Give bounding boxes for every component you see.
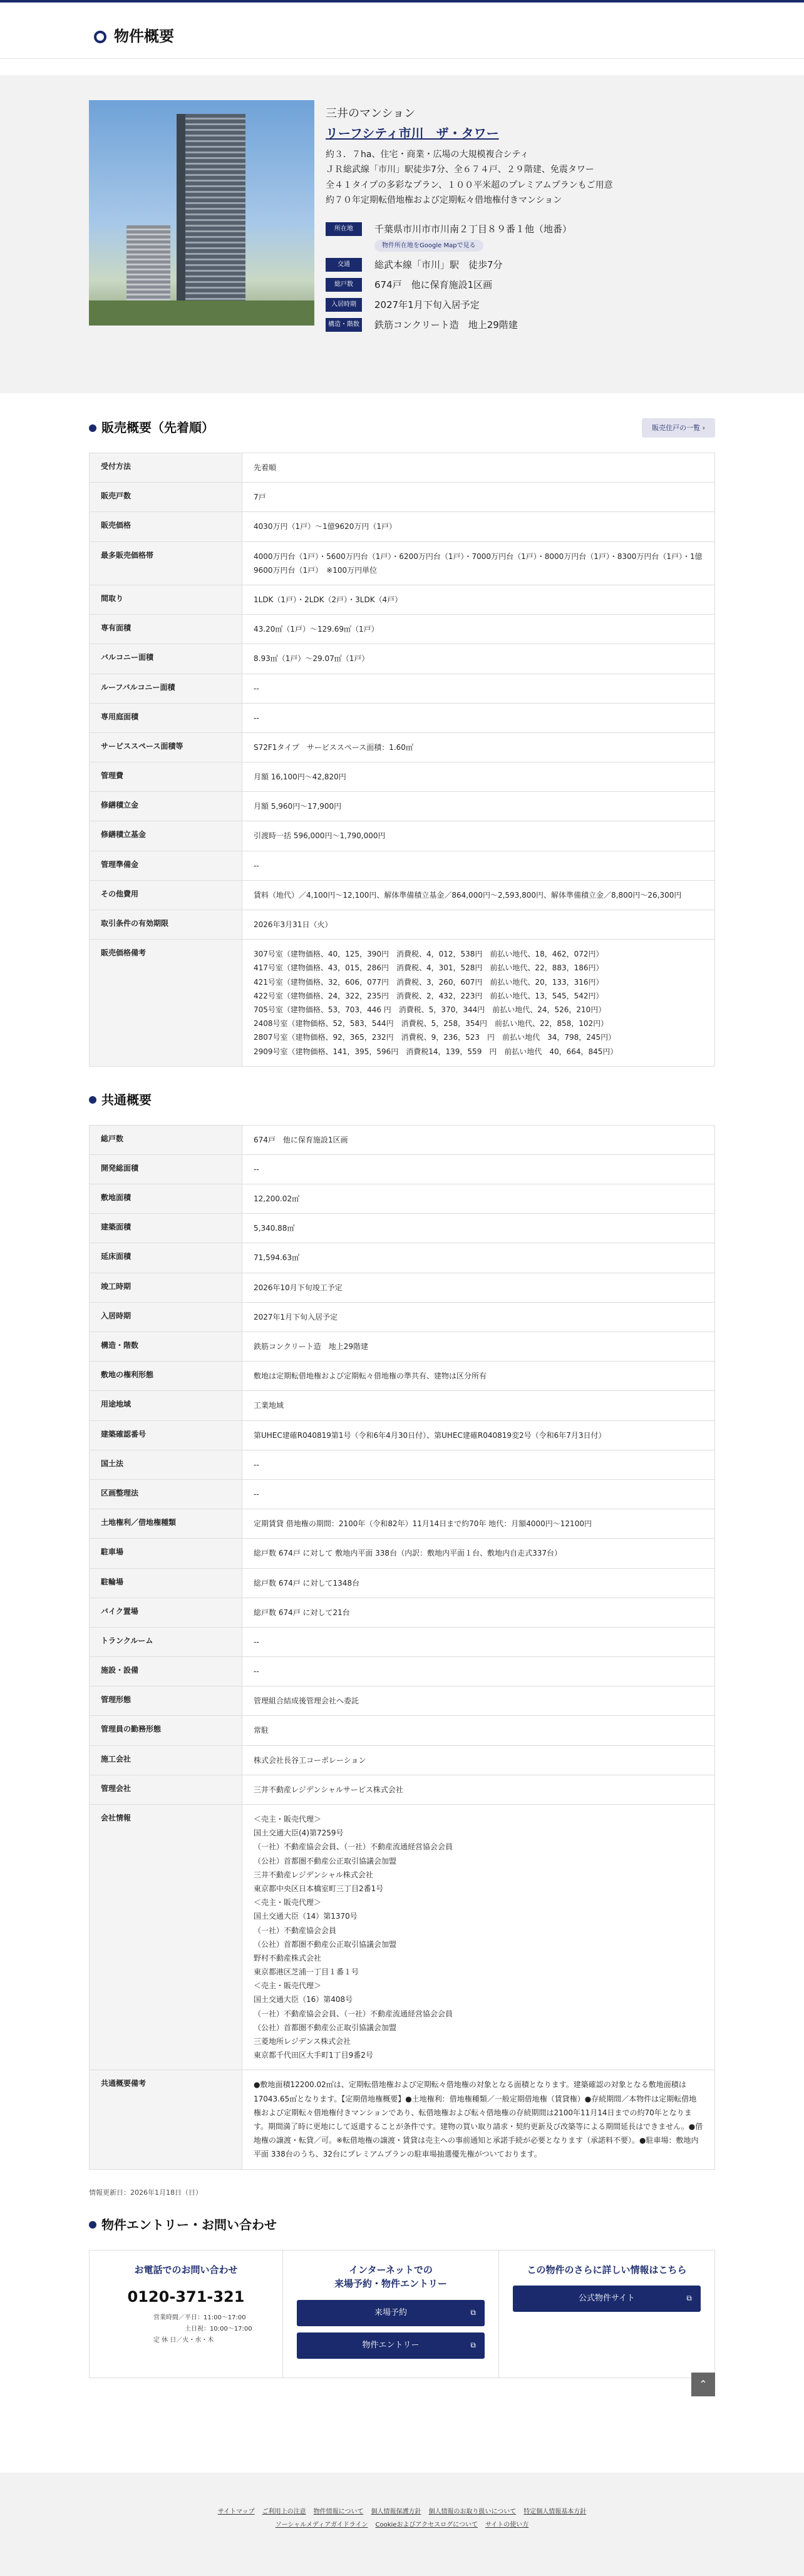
row-value: ＜売主・販売代理＞ 国土交通大臣(4)第7259号 （一社）不動産協会会員、（一社）不動産流通経営協会会員 （公社）首都圏不動産公正取引協議会加盟 三井不動産レジデンシャル株式会社 東京都中央区日本橋室町三丁目2番1号 ＜売主・販売代理＞ 国土交通大臣（14）第1370号 （一社）不動産協会会員 （公社）首都圏不動産公正取引協議会加盟 野村不動産株式会社 東京都港区芝浦一丁目１番１号 ＜売主・販売代理＞ 国土交通大臣（16）第408号 （一社）不動産協会会員、（一社）不動産流通経営協会会員 （公社）首都圏不動産公正取引協議会加盟 三菱地所レジデンス株式会社 東京都千代田区大手町1丁目9番2号 — [242, 1805, 715, 2070]
row-label: 竣工時期 — [90, 1273, 242, 1302]
row-value: 4000万円台（1戸）・5600万円台（1戸）・6200万円台（1戸）・7000万円台（1戸）・8000万円台（1戸）・8300万円台（1戸）・1億9600万円台（1戸） ※100万円単位 — [242, 541, 715, 585]
table-row — [90, 732, 715, 762]
footer-link[interactable]: ご利用上の注意 — [262, 2508, 306, 2515]
table-row — [90, 1627, 715, 1656]
unit-list-button[interactable]: 販売住戸の一覧 › — [642, 418, 715, 438]
table-row — [90, 541, 715, 585]
table-row — [90, 1273, 715, 1302]
row-value: 引渡時一括 596,000円〜1,790,000円 — [242, 821, 715, 851]
row-value: 43.20㎡（1戸）〜129.69㎡（1戸） — [242, 615, 715, 644]
row-value: -- — [242, 1154, 715, 1184]
table-row — [90, 792, 715, 821]
row-label: 管理形態 — [90, 1686, 242, 1716]
bullet-icon — [89, 1096, 96, 1104]
footer-link[interactable]: サイトの使い方 — [485, 2522, 529, 2528]
chevron-up-icon: ⌃ — [699, 2378, 708, 2390]
row-label: バルコニー面積 — [90, 644, 242, 674]
row-value: 定期賃貸 借地権の期間：2100年（令和82年）11月14日まで約70年 地代：月額4000円〜12100円 — [242, 1509, 715, 1539]
table-row — [90, 453, 715, 483]
row-value: -- — [242, 1450, 715, 1479]
row-value: 総戸数 674戸 に対して21台 — [242, 1598, 715, 1627]
row-label: 建築面積 — [90, 1214, 242, 1243]
table-row — [90, 1391, 715, 1420]
row-label: 敷地の権利形態 — [90, 1362, 242, 1391]
official-site-button[interactable]: 公式物件サイト ⧉ — [513, 2286, 701, 2312]
row-value: 敷地は定期転借地権および定期転々借地権の準共有、建物は区分所有 — [242, 1362, 715, 1391]
row-value: 先着順 — [242, 453, 715, 483]
external-link-icon: ⧉ — [686, 2294, 692, 2303]
row-value: 総戸数 674戸 に対して1348台 — [242, 1568, 715, 1598]
row-label: 修繕積立基金 — [90, 821, 242, 851]
row-label: 駐車場 — [90, 1539, 242, 1568]
external-link-icon: ⧉ — [470, 2340, 476, 2349]
row-label: 敷地面積 — [90, 1184, 242, 1214]
table-row — [90, 1539, 715, 1568]
table-row — [90, 644, 715, 674]
footer-link[interactable]: サイトマップ — [217, 2508, 255, 2515]
row-value: -- — [242, 1657, 715, 1686]
row-label: バイク置場 — [90, 1598, 242, 1627]
spec-row-structure: 構造・階数 鉄筋コンクリート造 地上29階建 — [326, 318, 714, 332]
row-label: 国土法 — [90, 1450, 242, 1479]
table-row — [90, 1420, 715, 1450]
sales-heading: 販売概要（先着順） — [89, 418, 214, 438]
common-table — [89, 1125, 715, 2170]
row-value: 5,340.88㎡ — [242, 1214, 715, 1243]
row-value: -- — [242, 851, 715, 880]
row-label: 区画整理法 — [90, 1479, 242, 1509]
row-value: S72F1タイプ サービススペース面積：1.60㎡ — [242, 732, 715, 762]
table-row — [90, 674, 715, 703]
row-label: 管理費 — [90, 762, 242, 792]
table-row — [90, 1362, 715, 1391]
table-row — [90, 851, 715, 880]
table-row — [90, 1243, 715, 1273]
table-row — [90, 1775, 715, 1804]
sales-table — [89, 453, 715, 1067]
row-label: 会社情報 — [90, 1805, 242, 2070]
table-row — [90, 1509, 715, 1539]
row-label: 駐輪場 — [90, 1568, 242, 1598]
footer-link[interactable]: 物件情報について — [313, 2508, 364, 2515]
row-value: -- — [242, 1479, 715, 1509]
table-row — [90, 940, 715, 1067]
table-row — [90, 910, 715, 940]
business-hours: 営業時間／平日：11:00〜17:00 土日祝：10:00〜17:00 定 休 日／火・水・木 — [153, 2314, 252, 2344]
footer-link[interactable]: Cookieおよびアクセスログについて — [375, 2522, 478, 2528]
row-value: 674戸 他に保育施設1区画 — [242, 1125, 715, 1154]
row-label: 販売価格 — [90, 512, 242, 541]
bullet-icon — [89, 424, 96, 432]
row-label: 最多販売価格帯 — [90, 541, 242, 585]
row-value: 第UHEC建確R040819第1号（令和6年4月30日付）、第UHEC建確R040819変2号（令和6年7月3日付） — [242, 1420, 715, 1450]
table-row — [90, 2070, 715, 2169]
footer-link[interactable]: 個人情報のお取り扱いについて — [428, 2508, 517, 2515]
page-title: 物件概要 — [114, 28, 174, 45]
row-value: 総戸数 674戸 に対して 敷地内平面 338台（内訳：敷地内平面１台、敷地内自走式337台） — [242, 1539, 715, 1568]
update-date: 情報更新日：2026年1月18日（日） — [89, 2188, 202, 2197]
row-value: 工業地域 — [242, 1391, 715, 1420]
row-value: 月額 16,100円〜42,820円 — [242, 762, 715, 792]
table-row — [90, 1184, 715, 1214]
table-row — [90, 1450, 715, 1479]
row-value: 307号室（建物価格、40，125，390円 消費税、4，012，538円 前払い地代、18，462，072円） 417号室（建物価格、43，015，286円 消費税、4，301，528円 前払い地代、22，883，186円） 421号室（建物価格、32，606，077円 消費税、3，260，607円 前払い地代、20，133，316円） 422号室（建物価格、24，322，235円 消費税、2，432，223円 前払い地代、13，545，542円） 705号室（建物価格、53，703，446 円 消費税、5，370，344円 前払い地代、24，526，210円） 2408号室（建物価格、52，583，544円 消費税、5，258，354円 前払い地代、22，858，102円） 2807号室（建物価格、92，365，232円 消費税、9，236，523 円 前払い地代 34，798，245円） 2909号室（建物価格、141，395，596円 消費税14，139，559 円 前払い地代 40，664，845円） — [242, 940, 715, 1067]
property-hero — [0, 75, 804, 393]
row-value: 12,200.02㎡ — [242, 1184, 715, 1214]
row-label: 専用庭面積 — [90, 703, 242, 732]
row-value: -- — [242, 674, 715, 703]
table-row — [90, 1805, 715, 2070]
table-row — [90, 585, 715, 614]
phone-number[interactable]: 0120-371-321 — [127, 2288, 245, 2306]
row-label: 販売価格備考 — [90, 940, 242, 1067]
row-label: 共通概要備考 — [90, 2070, 242, 2169]
table-row — [90, 615, 715, 644]
table-row — [90, 1302, 715, 1332]
footer — [0, 2473, 804, 2576]
row-value: -- — [242, 1627, 715, 1656]
web-box: インターネットでの 来場予約・物件エントリー 来場予約 ⧉ 物件エントリー ⧉ — [282, 2250, 498, 2378]
row-value: 2026年10月下旬竣工予定 — [242, 1273, 715, 1302]
external-link-icon: ⧉ — [470, 2307, 476, 2317]
table-row — [90, 1568, 715, 1598]
table-row — [90, 1716, 715, 1745]
page-header — [0, 0, 804, 59]
row-label: 施工会社 — [90, 1745, 242, 1775]
table-row — [90, 1657, 715, 1686]
row-value: 8.93㎡（1戸）〜29.07㎡（1戸） — [242, 644, 715, 674]
row-label: 販売戸数 — [90, 483, 242, 512]
row-value: 月額 5,960円〜17,900円 — [242, 792, 715, 821]
row-label: 入居時期 — [90, 1302, 242, 1332]
table-row — [90, 1598, 715, 1627]
table-row — [90, 1745, 715, 1775]
table-row — [90, 1479, 715, 1509]
row-value: 4030万円（1戸）〜1億9620万円（1戸） — [242, 512, 715, 541]
row-label: 専有面積 — [90, 615, 242, 644]
row-value: 2027年1月下旬入居予定 — [242, 1302, 715, 1332]
row-label: 修繕積立金 — [90, 792, 242, 821]
catch-copy: 約３．７ha、住宅・商業・広場の大規模複合シティ ＪＲ総武線「市川」駅徒歩7分、全６７４戸、２９階建、免震タワー 全４１タイプの多彩なプラン、１００平米超のプレミアムプランもご用意 約７０年定期転借地権および定期転々借地権付きマンション — [326, 149, 613, 206]
row-label: 間取り — [90, 585, 242, 614]
row-value: 管理組合結成後管理会社へ委託 — [242, 1686, 715, 1716]
row-label: 土地権利／借地権種類 — [90, 1509, 242, 1539]
row-label: ルーフバルコニー面積 — [90, 674, 242, 703]
contact-panel — [89, 2250, 715, 2378]
bullet-icon — [89, 2221, 96, 2229]
row-label: サービススペース面積等 — [90, 732, 242, 762]
property-name[interactable]: リーフシティ市川 ザ・タワー — [326, 125, 499, 141]
footer-link[interactable]: ソーシャルメディアガイドライン — [275, 2522, 368, 2528]
row-label: 建築確認番号 — [90, 1420, 242, 1450]
phone-box: お電話でのお問い合わせ 0120-371-321 営業時間／平日：11:00〜17:00 土日祝：10:00〜17:00 定 休 日／火・水・木 — [90, 2250, 282, 2378]
row-label: 管理準備金 — [90, 851, 242, 880]
google-map-button[interactable]: 物件所在地をGoogle Mapで見る — [374, 240, 483, 252]
table-row — [90, 1154, 715, 1184]
row-value: 賃料（地代）／4,100円〜12,100円、解体準備積立基金／864,000円〜2,593,800円、解体準備積立金／8,800円〜26,300円 — [242, 880, 715, 910]
row-value: -- — [242, 703, 715, 732]
spec-row-movein: 入居時期 2027年1月下旬入居予定 — [326, 298, 714, 312]
table-row — [90, 703, 715, 732]
row-value: 1LDK（1戸）・2LDK（2戸）・3LDK（4戸） — [242, 585, 715, 614]
row-label: 総戸数 — [90, 1125, 242, 1154]
row-label: 取引条件の有効期限 — [90, 910, 242, 940]
table-row — [90, 762, 715, 792]
property-entry-button[interactable]: 物件エントリー ⧉ — [297, 2332, 485, 2359]
spec-row-access: 交通 総武本線「市川」駅 徒歩7分 — [326, 258, 714, 272]
table-row — [90, 880, 715, 910]
table-row — [90, 483, 715, 512]
row-label: 管理員の勤務形態 — [90, 1716, 242, 1745]
table-row — [90, 1332, 715, 1362]
spec-row-address: 所在地 千葉県市川市市川南２丁目８９番１他（地番） 物件所在地をGoogle Mapで見る — [326, 222, 714, 252]
row-label: 受付方法 — [90, 453, 242, 483]
table-row — [90, 1686, 715, 1716]
row-value: 7戸 — [242, 483, 715, 512]
visit-reservation-button[interactable]: 来場予約 ⧉ — [297, 2300, 485, 2326]
table-row — [90, 512, 715, 541]
row-value: 71,594.63㎡ — [242, 1243, 715, 1273]
row-label: トランクルーム — [90, 1627, 242, 1656]
table-row — [90, 1214, 715, 1243]
ring-icon — [94, 31, 106, 43]
row-value: ●敷地面積12200.02㎡は、定期転借地権および定期転々借地権の対象となる面積となります。建築確認の対象となる敷地面積は17043.65㎡となります。【定期借地権概要】●土地権利：借地権種類／一般定期借地権（賃貸権）●存続期間／本物件は定期転借地権および定期転々借地権付きマンションであり、転借地権および転々借地権の存続期間は2100年11月14日までの約70年となります。期間満了時に更地にして返還することが条件です。建物の買い取り請求・契約更新及び改築等による期間延長はできません。●借地権の譲渡・転貸／可。※転借地権の譲渡・賃貸は売主への事前通知と承諾手続が必要となります（承諾料不要）。●駐車場：敷地内平面 338台のうち、32台にプレミアムプランの駐車場抽選優先権がついております。 — [242, 2070, 715, 2169]
entry-heading: 物件エントリー・お問い合わせ — [89, 2215, 277, 2235]
property-photo — [89, 100, 314, 326]
row-value: 常駐 — [242, 1716, 715, 1745]
row-label: 開発総面積 — [90, 1154, 242, 1184]
row-label: 施設・設備 — [90, 1657, 242, 1686]
row-label: その他費用 — [90, 880, 242, 910]
row-value: 鉄筋コンクリート造 地上29階建 — [242, 1332, 715, 1362]
footer-links — [0, 2505, 804, 2532]
row-value: 三井不動産レジデンシャルサービス株式会社 — [242, 1775, 715, 1804]
row-label: 用途地域 — [90, 1391, 242, 1420]
row-label: 構造・階数 — [90, 1332, 242, 1362]
footer-link[interactable]: 個人情報保護方針 — [371, 2508, 421, 2515]
common-heading: 共通概要 — [89, 1090, 152, 1110]
spec-row-units: 総戸数 674戸 他に保育施設1区画 — [326, 278, 714, 292]
row-value: 株式会社長谷工コーポレーション — [242, 1745, 715, 1775]
row-value: 2026年3月31日（火） — [242, 910, 715, 940]
footer-link[interactable]: 特定個人情報基本方針 — [523, 2508, 587, 2515]
more-info-box: この物件のさらに詳しい情報はこちら 公式物件サイト ⧉ — [498, 2250, 714, 2378]
table-row — [90, 1125, 715, 1154]
table-row — [90, 821, 715, 851]
back-to-top-button[interactable] — [691, 2373, 715, 2396]
spec-list — [326, 222, 714, 332]
row-label: 管理会社 — [90, 1775, 242, 1804]
brand-label: 三井のマンション — [326, 107, 416, 120]
row-label: 延床面積 — [90, 1243, 242, 1273]
